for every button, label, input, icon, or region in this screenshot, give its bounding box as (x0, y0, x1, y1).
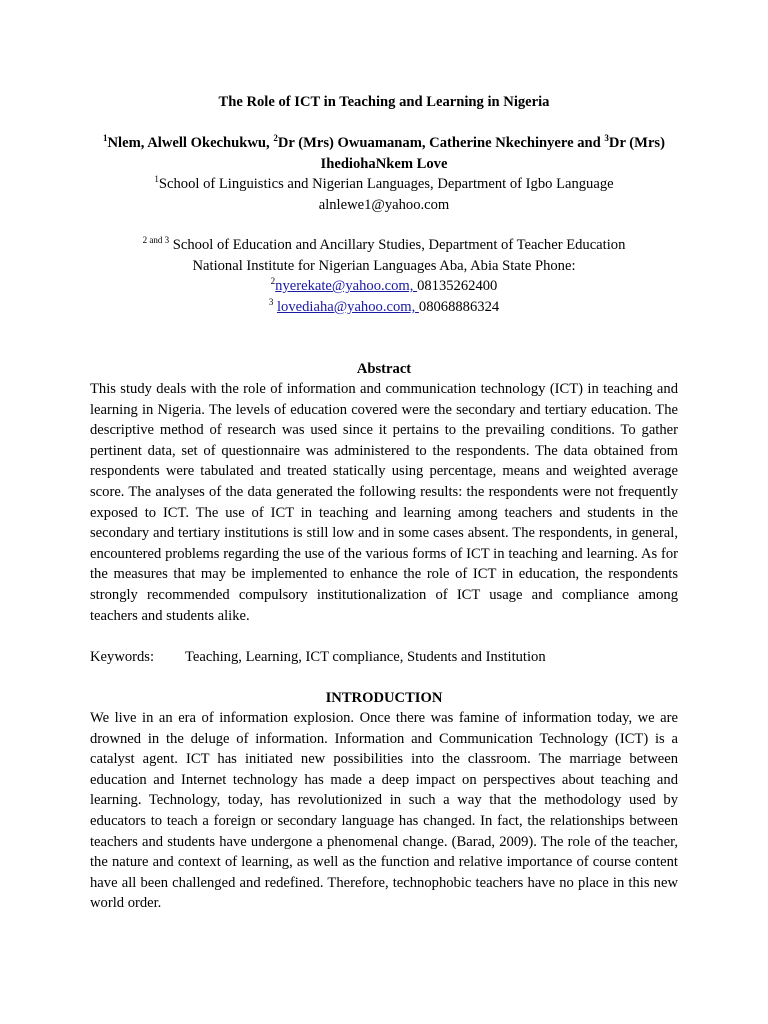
contact-2-email-link[interactable]: lovediaha@yahoo.com, (276, 298, 419, 315)
contact-1-email-link[interactable]: nyerekate@yahoo.com, (275, 278, 418, 295)
contact-1-phone: 08135262400 (417, 278, 498, 295)
affiliation-1-email: alnlewe1@yahoo.com (318, 196, 450, 213)
keywords-line (90, 647, 678, 668)
affiliation-1 (90, 174, 678, 215)
author-name-1: Nlem, Alwell Okechukwu, (107, 135, 274, 151)
abstract-body: This study deals with the role of information and communication technology (ICT) in teaching and learning in Nigeria. The levels of education covered were the secondary and tertiary education. The descriptive method of research was used since it pertains to the prevailing conditions. To gather pertinent data, set of questionnaire was administered to the respondents. The data obtained from respondents were tabulated and treated statically using percentage, means and weighted average score. The analyses of the data generated the following results: the respondents were not frequently exposed to ICT. The use of ICT in teaching and learning among teachers and students in the secondary and tertiary institutions is still low and in some cases absent. The respondents, in general, encountered problems regarding the use of the various forms of ICT in teaching and learning. As for the measures that may be implemented to enhance the role of ICT in education, the respondents strongly recommended compulsory institutionalization of ICT usage and compliance among teachers and students alike. (90, 381, 678, 624)
affiliation-2-name: School of Education and Ancillary Studies, Department of Teacher Education (169, 237, 626, 253)
author-name-2: Dr (Mrs) Owuamanam, Catherine Nkechinyere and (277, 135, 605, 151)
affiliation-2-text (80, 235, 688, 256)
author-line-1 (90, 133, 678, 154)
introduction-body: We live in an era of information explosion. Once there was famine of information today, we are drowned in the deluge of information. Information and Communication Technology (ICT) is a catalyst agent. ICT has initiated new possibilities into the classroom. The marriage between education and Internet technology has made a deep impact on perspectives about teaching and learning. Technology, today, has revolutionized in such a way that the methodology used by educators to teach a foreign or secondary language has changed. In fact, the relationships between teachers and students have undergone a phenomenal change. (Barad, 2009). The role of the teacher, the nature and context of learning, as well as the function and relative importance of course content have all been challenged and redefined. Therefore, technophobic teachers have no place in this new world order. (90, 710, 678, 912)
contact-line-2 (80, 297, 688, 318)
contact-2-sup: 3 (268, 296, 274, 307)
author-line-2: IhediohaNkem Love (320, 155, 448, 172)
contact-line-1 (80, 276, 688, 297)
keywords-value: Teaching, Learning, ICT compliance, Students and Institution (185, 649, 546, 665)
abstract-heading: Abstract (356, 361, 412, 377)
contact-1-sup: 2 (270, 276, 276, 287)
affiliation-1-sup: 1 (154, 174, 159, 185)
author-name-3: Dr (Mrs) (608, 135, 665, 151)
paper-title: The Role of ICT in Teaching and Learning in Nigeria (218, 94, 550, 110)
affiliation-2 (80, 235, 688, 317)
affiliation-1-text (90, 174, 678, 195)
author-sup-3: 3 (604, 133, 609, 144)
introduction-heading: INTRODUCTION (325, 690, 443, 706)
affiliation-2-sup: 2 and 3 (142, 235, 170, 246)
keywords-label: Keywords: (90, 649, 155, 665)
affiliation-2-institute: National Institute for Nigerian Languages Aba, Abia State Phone: (192, 257, 576, 274)
author-list (90, 133, 678, 174)
author-sup-1: 1 (103, 133, 108, 144)
author-sup-2: 2 (273, 133, 278, 144)
affiliation-1-name: School of Linguistics and Nigerian Languages, Department of Igbo Language (158, 176, 614, 192)
contact-2-phone: 08068886324 (418, 298, 500, 315)
